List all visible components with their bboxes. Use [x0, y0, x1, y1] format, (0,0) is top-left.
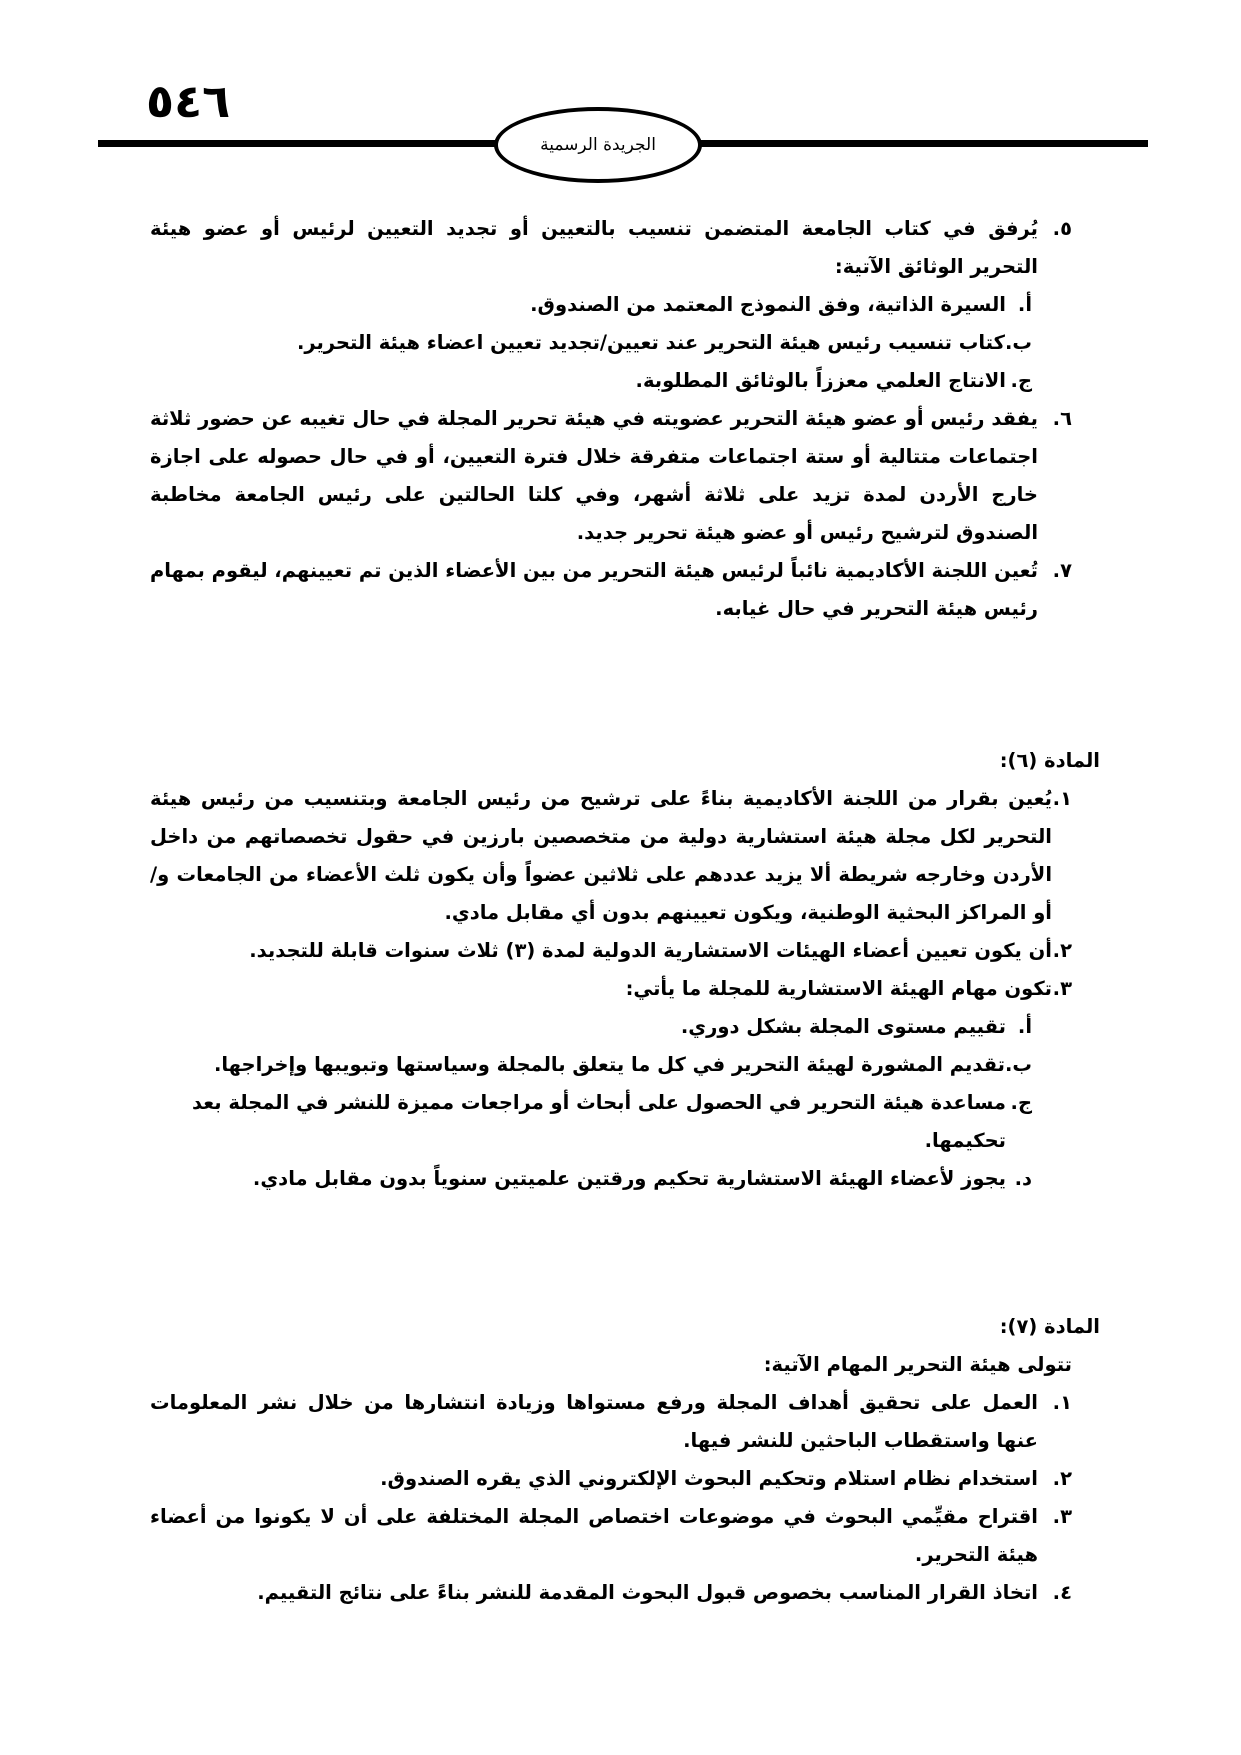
sub-item — [150, 362, 1072, 400]
item-number: ٢. — [1052, 939, 1072, 962]
item-text: استخدام نظام استلام وتحكيم البحوث الإلكتروني الذي يقره الصندوق. — [380, 1467, 1038, 1490]
article-6-heading: المادة (٦): — [999, 749, 1100, 772]
sub-item-text: يجوز لأعضاء الهيئة الاستشارية تحكيم ورقتين علميتين سنوياً بدون مقابل مادي. — [252, 1167, 1006, 1190]
sub-item-text: السيرة الذاتية، وفق النموذج المعتمد من الصندوق. — [530, 293, 1006, 316]
sub-item-letter: ب. — [1004, 331, 1032, 354]
sub-item-text: تقديم المشورة لهيئة التحرير في كل ما يتعلق بالمجلة وسياستها وتبويبها وإخراجها. — [213, 1053, 1005, 1076]
sub-item-letter: ج. — [1010, 369, 1032, 392]
list-item — [150, 1384, 1072, 1460]
item-text: يفقد رئيس أو عضو هيئة التحرير عضويته في هيئة تحرير المجلة في حال تغيبه عن حضور ثلاثة اجتماعات متتالية أو ستة اجتماعات متفرقة خلال فترة التعيين، أو في حال حصوله على اجازة خارج الأردن لمدة تزيد على ثلاثة أشهر، وفي كلتا الحالتين على رئيس الجامعة مخاطبة الصندوق لترشيح رئيس أو عضو هيئة تحرير جديد. — [150, 407, 1038, 544]
sub-item-letter: أ. — [1017, 293, 1032, 316]
sub-item-text: الانتاج العلمي معززاً بالوثائق المطلوبة. — [635, 369, 1006, 392]
item-number: ١. — [1052, 1391, 1072, 1414]
item-number: ٣. — [1052, 977, 1072, 1000]
item-text: اقتراح مقيِّمي البحوث في موضوعات اختصاص المجلة المختلفة على أن لا يكونوا من أعضاء هيئة التحرير. — [150, 1505, 1038, 1566]
list-item — [150, 1574, 1072, 1612]
list-item — [150, 1460, 1072, 1498]
sub-item — [150, 1084, 1072, 1160]
item-text: تُعين اللجنة الأكاديمية نائباً لرئيس هيئة التحرير من بين الأعضاء الذين تم تعيينهم، ليقوم بمهام رئيس هيئة التحرير في حال غيابه. — [150, 559, 1038, 620]
list-item — [150, 780, 1072, 932]
item-text: تكون مهام الهيئة الاستشارية للمجلة ما يأتي: — [625, 977, 1052, 1000]
item-number: ٦. — [1052, 407, 1072, 430]
item-number: ٧. — [1052, 559, 1072, 582]
sub-item — [150, 286, 1072, 324]
item-number: ٢. — [1052, 1467, 1072, 1490]
article-7-intro: تتولى هيئة التحرير المهام الآتية: — [763, 1353, 1072, 1376]
sub-item-letter: د. — [1014, 1167, 1032, 1190]
list-item — [150, 400, 1072, 552]
sub-item-letter: أ. — [1017, 1015, 1032, 1038]
item-number: ٤. — [1052, 1581, 1072, 1604]
item-text: العمل على تحقيق أهداف المجلة ورفع مستواها وزيادة انتشارها من خلال نشر المعلومات عنها واستقطاب الباحثين للنشر فيها. — [150, 1391, 1038, 1452]
item-number: ٣. — [1052, 1505, 1072, 1528]
item-text: يُرفق في كتاب الجامعة المتضمن تنسيب بالتعيين أو تجديد التعيين لرئيس أو عضو هيئة التحرير الوثائق الآتية: — [150, 217, 1038, 278]
sub-item — [150, 1008, 1072, 1046]
document-body — [150, 210, 1100, 1612]
article-7-heading: المادة (٧): — [999, 1315, 1100, 1338]
list-item — [150, 552, 1072, 628]
sub-item — [150, 1046, 1072, 1084]
publication-title — [494, 107, 702, 183]
spacer — [150, 628, 1072, 742]
item-text: يُعين بقرار من اللجنة الأكاديمية بناءً على ترشيح من رئيس الجامعة وبتنسيب من رئيس هيئة التحرير لكل مجلة هيئة استشارية دولية من متخصصين بارزين في حقول تخصصاتهم من داخل الأردن وخارجه شريطة ألا يزيد عددهم على ثلاثين عضواً وأن يكون ثلث الأعضاء من الجامعات و/أو المراكز البحثية الوطنية، ويكون تعيينهم بدون أي مقابل مادي. — [150, 787, 1052, 924]
sub-item-text: مساعدة هيئة التحرير في الحصول على أبحاث أو مراجعات مميزة للنشر في المجلة بعد تحكيمها. — [191, 1091, 1006, 1152]
sub-item-letter: ج. — [1010, 1091, 1032, 1114]
list-item — [150, 932, 1072, 970]
page-number: ٥٤٦ — [146, 74, 231, 128]
sub-item — [150, 1160, 1072, 1198]
sub-item-letter: ب. — [1004, 1053, 1032, 1076]
item-text: اتخاذ القرار المناسب بخصوص قبول البحوث المقدمة للنشر بناءً على نتائج التقييم. — [257, 1581, 1038, 1604]
list-item — [150, 210, 1072, 286]
sub-item-text: تقييم مستوى المجلة بشكل دوري. — [680, 1015, 1006, 1038]
publication-title-text: الجريدة الرسمية — [540, 135, 656, 155]
sub-item — [150, 324, 1072, 362]
spacer — [150, 1198, 1072, 1308]
item-number: ١. — [1052, 787, 1072, 810]
item-number: ٥. — [1052, 217, 1072, 240]
item-text: أن يكون تعيين أعضاء الهيئات الاستشارية الدولية لمدة (٣) ثلاث سنوات قابلة للتجديد. — [249, 939, 1052, 962]
list-item — [150, 1498, 1072, 1574]
sub-item-text: كتاب تنسيب رئيس هيئة التحرير عند تعيين/تجديد تعيين اعضاء هيئة التحرير. — [296, 331, 1005, 354]
list-item — [150, 970, 1072, 1008]
